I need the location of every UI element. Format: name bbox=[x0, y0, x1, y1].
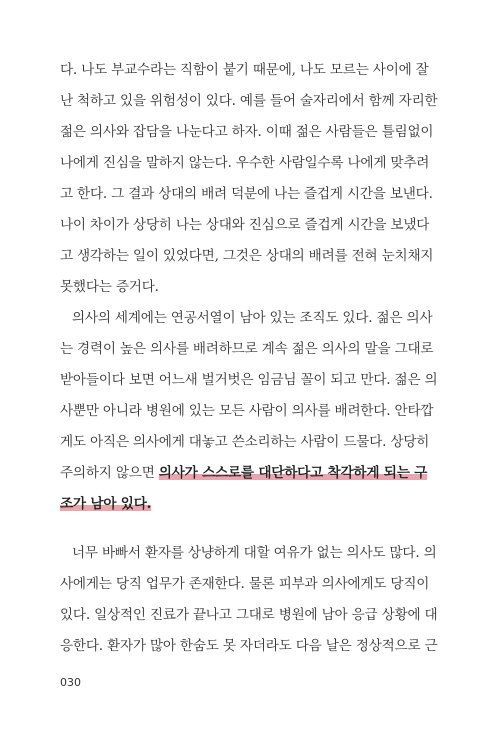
text-line: 나이 차이가 상당히 나는 상대와 진심으로 즐겁게 시간을 보냈다 bbox=[60, 217, 430, 233]
text-line: 다. 나도 부교수라는 직함이 붙기 때문에, 나도 모르는 사이에 잘 bbox=[60, 62, 429, 78]
text-line: 너무 바빠서 환자를 상냥하게 대할 여유가 없는 의사도 많다. 의 bbox=[72, 545, 437, 561]
text-line: 젊은 의사와 잡담을 나눈다고 하자. 이때 젊은 사람들은 틀림없이 bbox=[60, 124, 434, 140]
text-line: 고 생각하는 일이 있었다면, 그것은 상대의 배려를 전혀 눈치채지 bbox=[60, 248, 434, 264]
text-line bbox=[60, 494, 442, 514]
text-line: 고 한다. 그 결과 상대의 배려 덕분에 나는 즐겁게 시간을 보낸다. bbox=[60, 186, 433, 202]
text-line: 의사의 세계에는 연공서열이 남아 있는 조직도 있다. 젊은 의사 bbox=[72, 310, 433, 326]
text-line: 난 척하고 있을 위험성이 있다. 예를 들어 술자리에서 함께 자리한 bbox=[60, 93, 438, 109]
text-line: 나에게 진심을 말하지 않는다. 우수한 사람일수록 나에게 맞추려 bbox=[60, 155, 430, 171]
text-line: 사뿐만 아니라 병원에 있는 모든 사람이 의사를 배려한다. 안타깝 bbox=[60, 403, 434, 419]
text-line: 게도 아직은 의사에게 대놓고 쓴소리하는 사람이 드물다. 상당히 bbox=[60, 434, 430, 450]
text-line: 응한다. 환자가 많아 한숨도 못 자더라도 다음 날은 정상적으로 근 bbox=[60, 638, 438, 654]
text-line bbox=[60, 463, 442, 483]
text-plain: 주의하지 않으면 bbox=[60, 465, 159, 481]
text-line: 받아들이다 보면 어느새 벌거벗은 임금님 꼴이 되고 만다. 젊은 의 bbox=[60, 372, 438, 388]
page-number: 030 bbox=[60, 676, 81, 689]
text-line: 있다. 일상적인 진료가 끝나고 그대로 병원에 남아 응급 상황에 대 bbox=[60, 607, 438, 623]
text-line: 못했다는 증거다. bbox=[60, 279, 159, 295]
highlighted-text: 조가 남아 있다. bbox=[60, 496, 152, 512]
highlighted-text: 의사가 스스로를 대단하다고 착각하게 되는 구 bbox=[158, 465, 428, 481]
text-line: 는 경력이 높은 의사를 배려하므로 계속 젊은 의사의 말을 그대로 bbox=[60, 341, 434, 357]
text-line: 사에게는 당직 업무가 존재한다. 물론 피부과 의사에게도 당직이 bbox=[60, 576, 430, 592]
